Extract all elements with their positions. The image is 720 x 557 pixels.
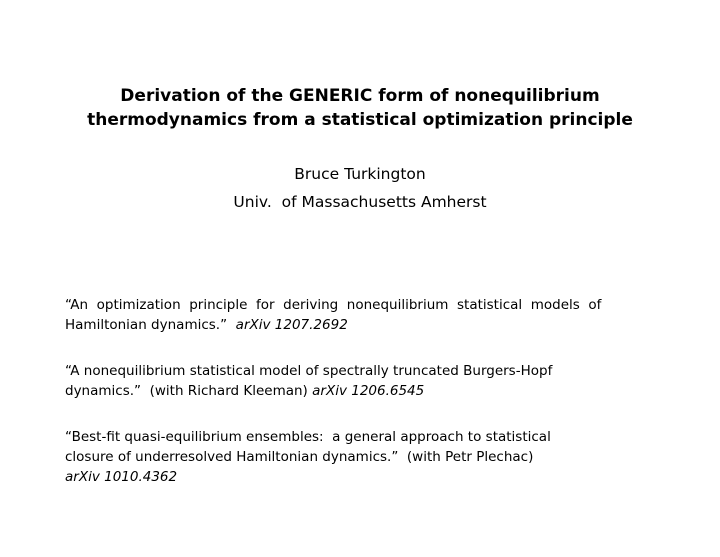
reference-item (65, 427, 665, 487)
reference-line: “An optimization principle for deriving nonequilibrium statistical models of (65, 297, 602, 313)
reference-line: “A nonequilibrium statistical model of spectrally truncated Burgers-Hopf (65, 363, 553, 379)
arxiv-citation: arXiv 1010.4362 (65, 469, 178, 485)
arxiv-citation: arXiv 1206.6545 (312, 383, 425, 399)
author-affiliation: Univ. of Massachusetts Amherst (233, 193, 487, 211)
reference-text: dynamics.” (with Richard Kleeman) (65, 383, 313, 399)
arxiv-citation: arXiv 1207.2692 (235, 317, 348, 333)
reference-line: closure of underresolved Hamiltonian dynamics.” (with Petr Plechac) (65, 449, 534, 465)
reference-text: Hamiltonian dynamics.” (65, 317, 236, 333)
author-name: Bruce Turkington (294, 165, 426, 183)
reference-item (65, 295, 665, 335)
reference-line (65, 381, 665, 401)
reference-line: “Best-fit quasi-equilibrium ensembles: a general approach to statistical (65, 429, 551, 445)
author-block (0, 160, 720, 216)
reference-item (65, 361, 665, 401)
reference-line (65, 315, 665, 335)
title-line-2: thermodynamics from a statistical optimization principle (87, 110, 633, 130)
slide-title (0, 84, 720, 132)
title-line-1: Derivation of the GENERIC form of nonequilibrium (120, 86, 600, 106)
